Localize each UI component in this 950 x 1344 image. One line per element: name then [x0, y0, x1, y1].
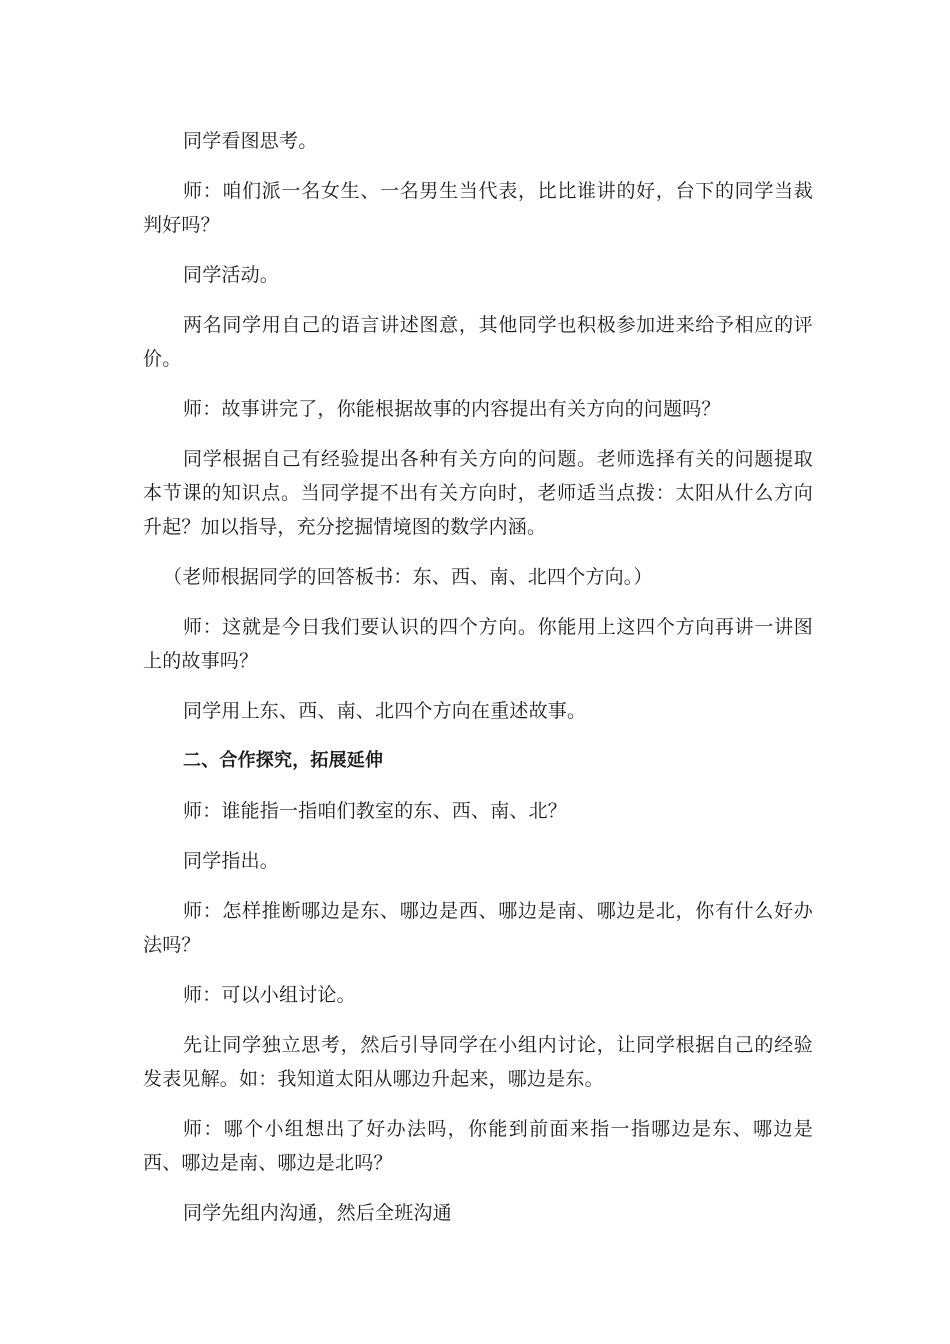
- paragraph: 同学先组内沟通，然后全班沟通: [183, 1202, 452, 1224]
- paragraph: 师：这就是今日我们要认识的四个方向。你能用上这四个方向再讲一讲图上的故事吗？: [143, 616, 813, 672]
- document-page: [143, 124, 813, 1246]
- paragraph: 同学根据自己有经验提出各种有关方向的问题。老师选择有关的问题提取本节课的知识点。当同学提不出有关方向时，老师适当点拨：太阳从什么方向升起？加以指导，充分挖掘情境图的数学内涵。: [143, 448, 813, 538]
- paragraph: （老师根据同学的回答板书：东、西、南、北四个方向。）: [163, 566, 653, 588]
- paragraph: 同学用上东、西、南、北四个方向在重述故事。: [183, 700, 587, 722]
- paragraph: 师：怎样推断哪边是东、哪边是西、哪边是南、哪边是北，你有什么好办法吗？: [143, 900, 813, 956]
- paragraph: 师：故事讲完了，你能根据故事的内容提出有关方向的问题吗？: [183, 398, 721, 420]
- paragraph: 师：咱们派一名女生、一名男生当代表，比比谁讲的好，台下的同学当裁判好吗？: [143, 180, 813, 236]
- paragraph: 同学看图思考。: [183, 130, 318, 152]
- paragraph: 师：谁能指一指咱们教室的东、西、南、北？: [183, 800, 568, 822]
- paragraph: 师：可以小组讨论。: [183, 984, 356, 1006]
- paragraph: 两名同学用自己的语言讲述图意，其他同学也积极参加进来给予相应的评价。: [143, 314, 813, 370]
- paragraph: 师：哪个小组想出了好办法吗，你能到前面来指一指哪边是东、哪边是西、哪边是南、哪边是北吗？: [143, 1118, 813, 1174]
- paragraph: 同学指出。: [183, 850, 280, 872]
- section-heading: 二、合作探究，拓展延伸: [183, 750, 384, 771]
- paragraph: 先让同学独立思考，然后引导同学在小组内讨论，让同学根据自己的经验发表见解。如：我知道太阳从哪边升起来，哪边是东。: [143, 1034, 813, 1090]
- paragraph: 同学活动。: [183, 264, 280, 286]
